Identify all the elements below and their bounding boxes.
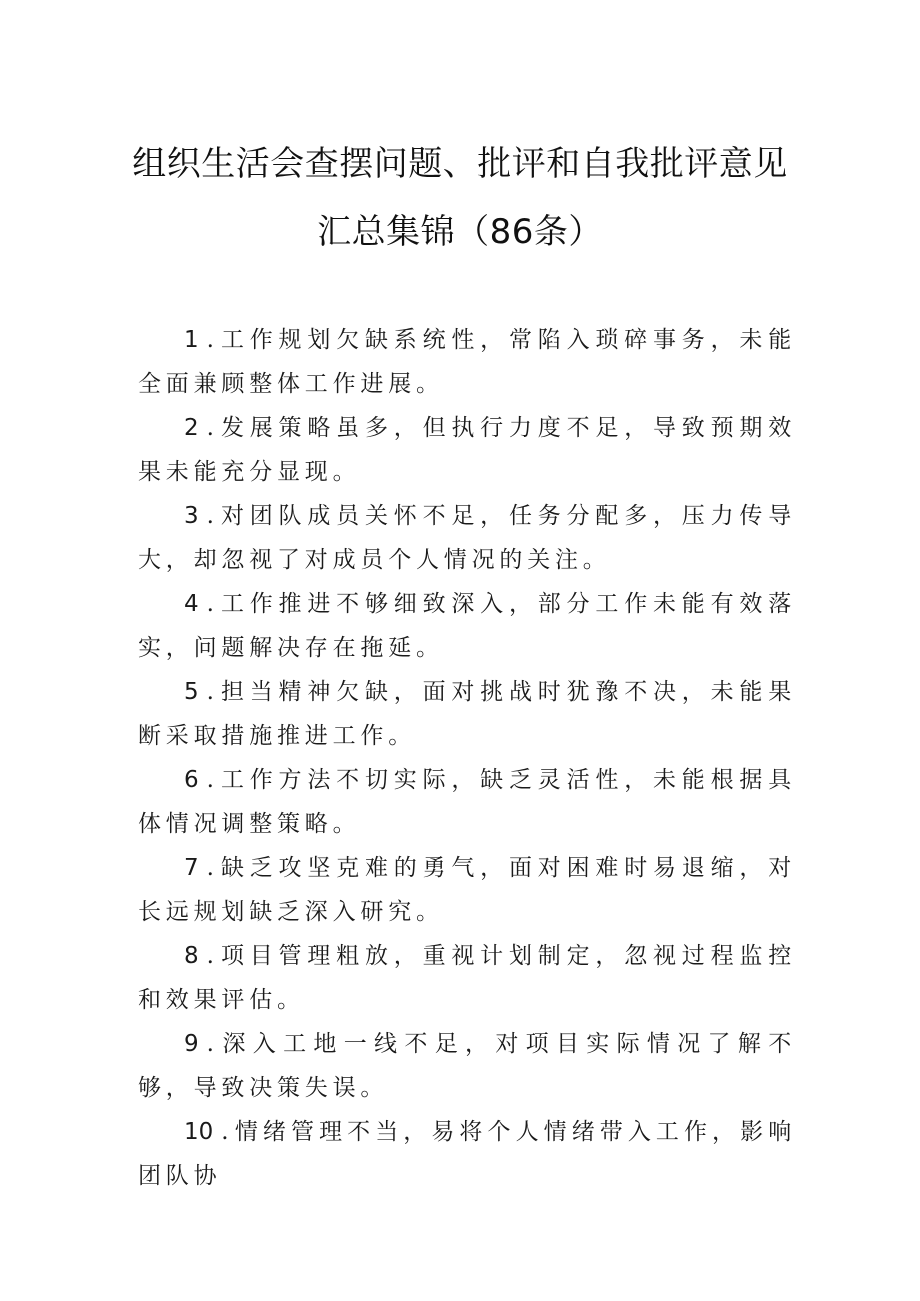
item-number: 7: [184, 855, 199, 881]
item-number: 1: [184, 327, 199, 353]
list-item: 5 . 担当精神欠缺，面对挑战时犹豫不决，未能果断采取措施推进工作。: [138, 679, 796, 749]
item-number: 3: [184, 503, 199, 529]
list-item: 1 . 工作规划欠缺系统性，常陷入琐碎事务，未能全面兼顾整体工作进展。: [138, 327, 796, 397]
item-text: 工作推进不够细致深入，部分工作未能有效落实，问题解决存在拖延。: [138, 591, 796, 661]
item-text: 缺乏攻坚克难的勇气，面对困难时易退缩，对长远规划缺乏深入研究。: [138, 855, 796, 925]
item-text: 情绪管理不当，易将个人情绪带入工作，影响团队协: [138, 1119, 796, 1189]
item-number: 6: [184, 767, 199, 793]
item-text: 发展策略虽多，但执行力度不足，导致预期效果未能充分显现。: [138, 415, 796, 485]
item-text: 深入工地一线不足，对项目实际情况了解不够，导致决策失误。: [138, 1031, 796, 1101]
document-title-line-2: 汇总集锦（86条）: [317, 212, 603, 252]
item-number: 9: [184, 1031, 199, 1057]
document-body: [138, 318, 796, 1198]
list-item: 10 . 情绪管理不当，易将个人情绪带入工作，影响团队协: [138, 1119, 796, 1189]
list-item: 3 . 对团队成员关怀不足，任务分配多，压力传导大，却忽视了对成员个人情况的关注。: [138, 503, 796, 573]
list-item: 6 . 工作方法不切实际，缺乏灵活性，未能根据具体情况调整策略。: [138, 767, 796, 837]
list-item: 4 . 工作推进不够细致深入，部分工作未能有效落实，问题解决存在拖延。: [138, 591, 796, 661]
list-item: 9 . 深入工地一线不足，对项目实际情况了解不够，导致决策失误。: [138, 1031, 796, 1101]
list-item: 8 . 项目管理粗放，重视计划制定，忽视过程监控和效果评估。: [138, 943, 796, 1013]
item-number: 10: [184, 1119, 214, 1145]
item-text: 工作规划欠缺系统性，常陷入琐碎事务，未能全面兼顾整体工作进展。: [138, 327, 796, 397]
item-number: 4: [184, 591, 199, 617]
item-text: 工作方法不切实际，缺乏灵活性，未能根据具体情况调整策略。: [138, 767, 796, 837]
list-item: 2 . 发展策略虽多，但执行力度不足，导致预期效果未能充分显现。: [138, 415, 796, 485]
item-number: 2: [184, 415, 199, 441]
item-text: 担当精神欠缺，面对挑战时犹豫不决，未能果断采取措施推进工作。: [138, 679, 796, 749]
list-item: 7 . 缺乏攻坚克难的勇气，面对困难时易退缩，对长远规划缺乏深入研究。: [138, 855, 796, 925]
document-title-line-1: 组织生活会查摆问题、批评和自我批评意见: [132, 144, 788, 184]
item-number: 5: [184, 679, 199, 705]
item-text: 对团队成员关怀不足，任务分配多，压力传导大，却忽视了对成员个人情况的关注。: [138, 503, 796, 573]
item-text: 项目管理粗放，重视计划制定，忽视过程监控和效果评估。: [138, 943, 796, 1013]
item-number: 8: [184, 943, 199, 969]
